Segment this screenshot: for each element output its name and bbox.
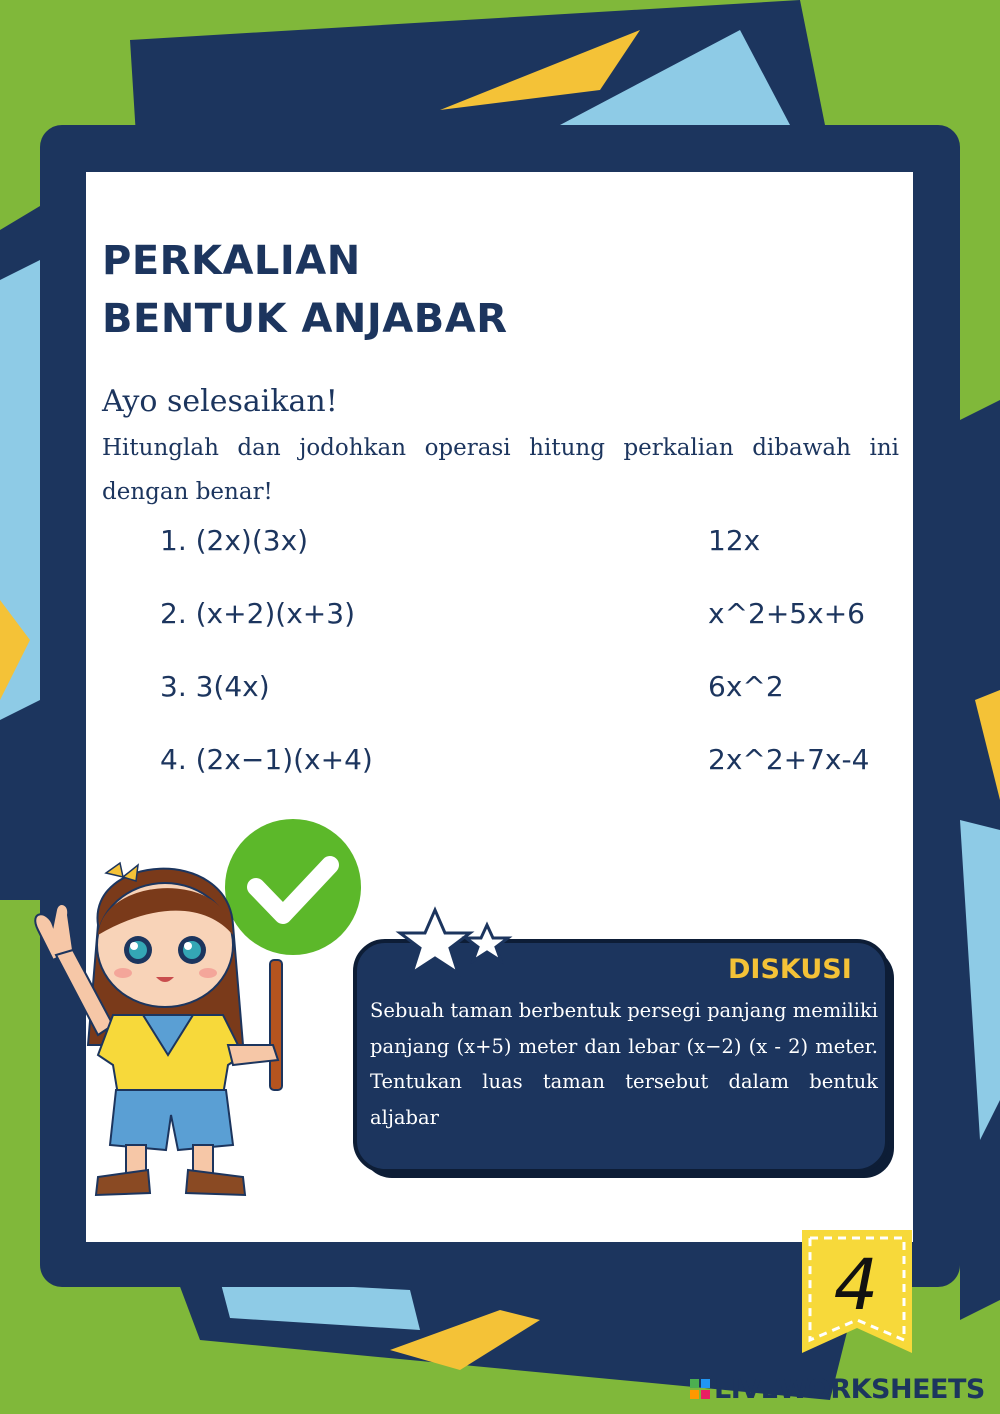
question-1[interactable]: 1. (2x)(3x) <box>160 524 309 557</box>
girl-illustration <box>28 815 368 1205</box>
check-icon <box>225 819 361 955</box>
question-4[interactable]: 4. (2x−1)(x+4) <box>160 743 373 776</box>
instruction-text: Hitunglah dan jodohkan operasi hitung perkalian dibawah ini dengan benar! <box>102 435 899 505</box>
answer-4[interactable]: 2x^2+7x-4 <box>708 743 870 776</box>
diskusi-text: Sebuah taman berbentuk persegi panjang memiliki panjang (x+5) meter dan lebar (x−2) (x - 2) meter. Tentukan luas taman tersebut dalam bentuk aljabar <box>370 999 878 1129</box>
liveworksheets-logo-mark <box>690 1379 710 1399</box>
answer-3[interactable]: 6x^2 <box>708 670 784 703</box>
page-number: 4 <box>833 1244 879 1326</box>
subtitle: Ayo selesaikan! <box>102 384 338 419</box>
answer-1[interactable]: 12x <box>708 524 761 557</box>
title-line-2: BENTUK ANJABAR <box>102 296 508 342</box>
diskusi-title: DISKUSI <box>728 954 852 985</box>
question-2[interactable]: 2. (x+2)(x+3) <box>160 597 356 630</box>
answer-2[interactable]: x^2+5x+6 <box>708 597 865 630</box>
liveworksheets-logo[interactable] <box>690 1371 985 1407</box>
page-title <box>102 232 508 348</box>
logo-text: LIVEWORKSHEETS <box>714 1373 985 1405</box>
question-3[interactable]: 3. 3(4x) <box>160 670 270 703</box>
title-line-1: PERKALIAN <box>102 238 361 284</box>
